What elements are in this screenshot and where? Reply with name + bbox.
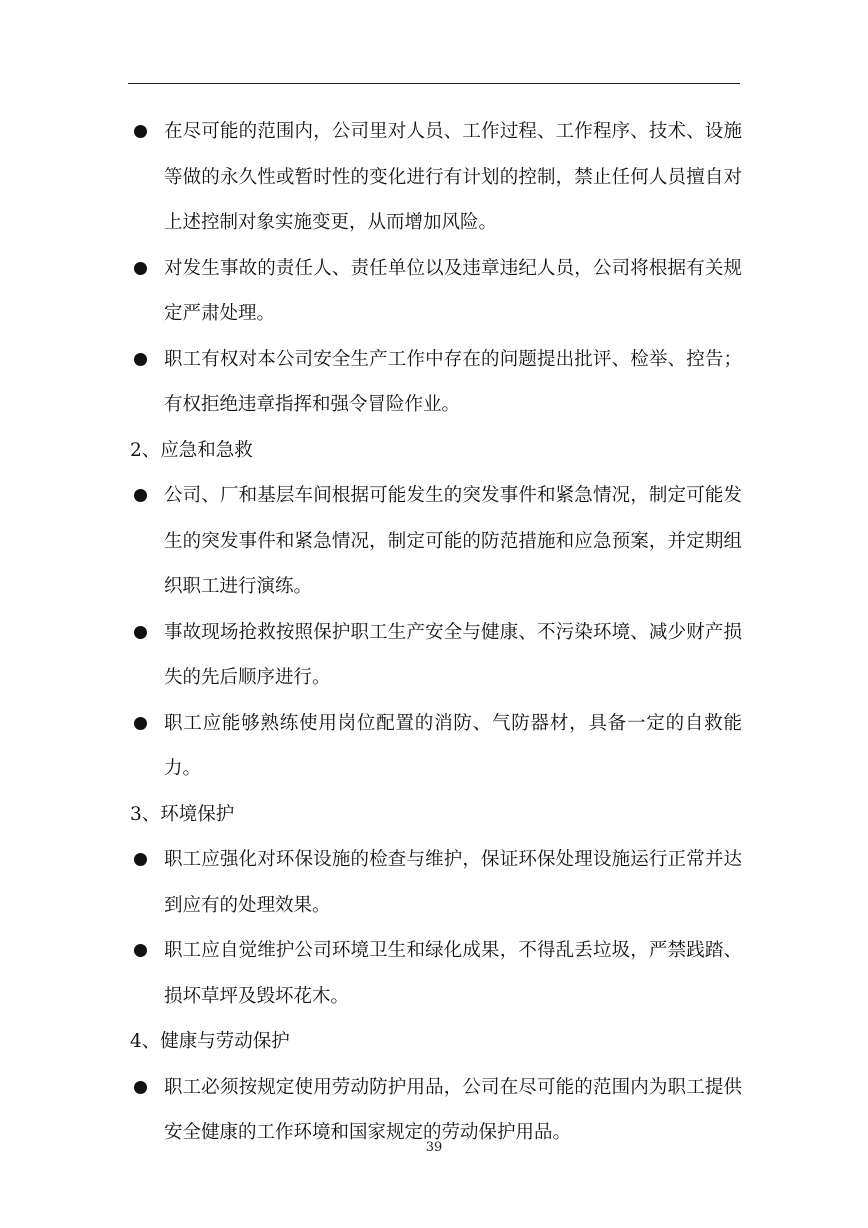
list-item: [128, 473, 742, 610]
list-item: [128, 337, 742, 428]
bullet-icon: [134, 944, 147, 957]
bullet-icon: [134, 626, 147, 639]
bullet-icon: [134, 489, 147, 502]
list-item-text: 职工必须按规定使用劳动防护用品，公司在尽可能的范围内为职工提供安全健康的工作环境和国家规定的劳动保护用品。: [164, 1076, 742, 1143]
bullet-icon: [134, 853, 147, 866]
list-item: [128, 701, 742, 792]
section-heading-environment: 3、环境保护: [130, 803, 235, 825]
list-item-text: 对发生事故的责任人、责任单位以及违章违纪人员，公司将根据有关规定严肃处理。: [164, 257, 742, 324]
bullet-icon: [134, 353, 147, 366]
list-item: [128, 928, 742, 1019]
list-item-text: 在尽可能的范围内，公司里对人员、工作过程、工作程序、技术、设施等做的永久性或暂时性的变化进行有计划的控制，禁止任何人员擅自对上述控制对象实施变更，从而增加风险。: [164, 121, 742, 233]
bullet-icon: [134, 717, 147, 730]
list-item-text: 公司、厂和基层车间根据可能发生的突发事件和紧急情况，制定可能发生的突发事件和紧急情况，制定可能的防范措施和应急预案，并定期组织职工进行演练。: [164, 485, 742, 597]
list-item: [128, 109, 742, 246]
section-heading-emergency: 2、应急和急救: [130, 439, 253, 461]
bullet-icon: [134, 125, 147, 138]
list-item: [128, 246, 742, 337]
page-number: 39: [425, 1140, 443, 1155]
list-item-text: 职工有权对本公司安全生产工作中存在的问题提出批评、检举、控告；有权拒绝违章指挥和强令冒险作业。: [164, 348, 742, 415]
list-item: [128, 837, 742, 928]
list-item-text: 职工应自觉维护公司环境卫生和绿化成果，不得乱丢垃圾，严禁践踏、损坏草坪及毁坏花木。: [164, 940, 742, 1007]
page-content: [128, 109, 742, 1156]
section-heading-health: 4、健康与劳动保护: [130, 1031, 290, 1052]
list-item-text: 职工应强化对环保设施的检查与维护，保证环保处理设施运行正常并达到应有的处理效果。: [164, 849, 742, 916]
bullet-icon: [134, 1081, 147, 1094]
header-rule: [128, 83, 740, 84]
list-item-text: 事故现场抢救按照保护职工生产安全与健康、不污染环境、减少财产损失的先后顺序进行。: [164, 621, 742, 688]
list-item: [128, 610, 742, 701]
bullet-icon: [134, 262, 147, 275]
list-item-text: 职工应能够熟练使用岗位配置的消防、气防器材，具备一定的自救能力。: [164, 712, 742, 779]
